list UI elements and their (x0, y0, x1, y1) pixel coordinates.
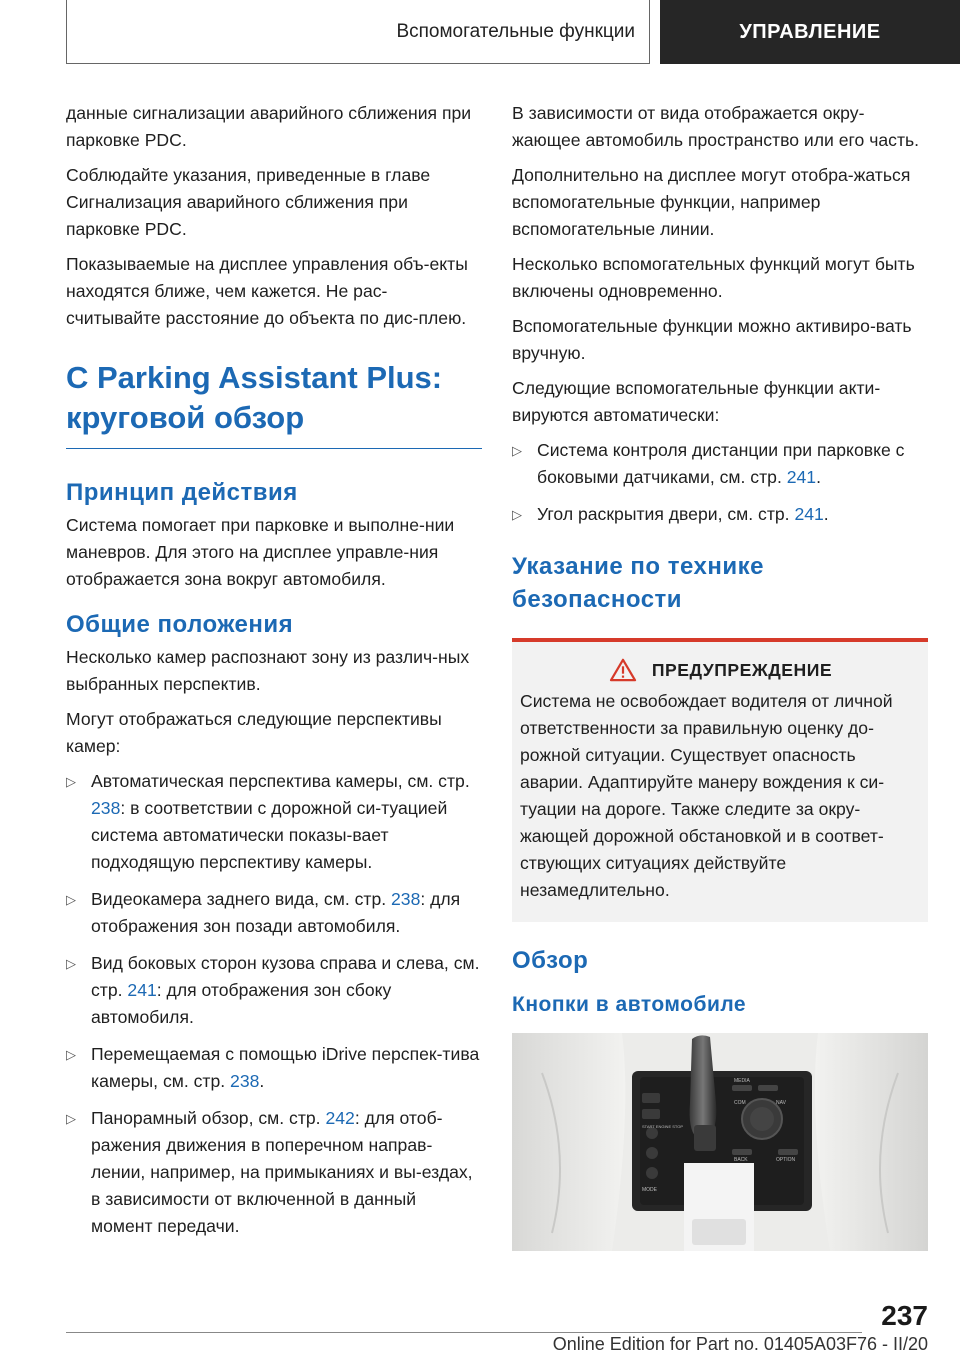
mode-button-label[interactable]: MODE (642, 1187, 657, 1193)
paragraph: В зависимости от вида отображается окру‐жающее автомобиль пространство или его часть. (512, 103, 920, 150)
paragraph: Могут отображаться следующие перспективы камер: (66, 709, 442, 756)
list-item: ▷ Вид боковых сторон кузова справа и слева, см. стр. 241: для отображения зон сбоку автомобиля. (66, 950, 482, 1031)
auto-functions-list (512, 437, 928, 528)
triangle-bullet-icon: ▷ (66, 1047, 76, 1062)
triangle-bullet-icon: ▷ (512, 443, 522, 458)
section-heading: С Parking Assistant Plus: круговой обзор (66, 358, 482, 449)
subheading-general: Общие положения (66, 611, 294, 638)
paragraph: данные сигнализации аварийного сближения при парковке PDC. (66, 103, 472, 150)
com-button-label[interactable]: COM (734, 1100, 746, 1106)
paragraph: Дополнительно на дисплее могут отобра‐жаться вспомогательные функции, например вспомогательные линии. (512, 165, 911, 239)
page-link[interactable]: 241 (127, 980, 157, 1000)
paragraph: Система помогает при парковке и выполне‐нии маневров. Для этого на дисплее управле‐ния отображается зона вокруг автомобиля. (66, 515, 455, 589)
page-link[interactable]: 241 (786, 467, 817, 487)
paragraph: Показываемые на дисплее управления объ‐екты находятся ближе, чем кажется. Не рас‐считывайте расстояние до объекта по дис‐плею. (66, 254, 468, 328)
warning-text: Система не освобождает водителя от личной ответственности за правильную оценку до‐рожной ситуации. Существует опасность аварии. Адаптируйте манеру вождения к си‐туации на дороге. Также следите за окру‐жающей дорожной обстановкой и в соответ‐ствующих ситуациях действуйте незамедлительно. (520, 691, 893, 900)
list-item: ▷ Панорамный обзор, см. стр. 242: для отоб‐ражения движения в поперечном направ‐лении, например, на примыканиях и вы‐ездах, в зависимости от включенной в данный момент передачи. (66, 1105, 482, 1240)
right-column (512, 100, 928, 1251)
list-item: ▷ Система контроля дистанции при парковке с боковыми датчиками, см. стр. 241. (512, 437, 928, 491)
subheading-buttons: Кнопки в автомобиле (512, 993, 747, 1016)
left-column (66, 100, 482, 1250)
page-link[interactable]: 242 (325, 1108, 355, 1128)
perspective-list (66, 768, 482, 1240)
warning-triangle-icon (608, 658, 638, 682)
center-console-photo (512, 1033, 928, 1251)
warning-header (520, 658, 920, 682)
footer-divider (66, 1332, 862, 1333)
paragraph: Следующие вспомогательные функции акти‐вируются автоматически: (512, 378, 881, 425)
section-title: Вспомогательные функции (66, 0, 650, 64)
nav-button-label[interactable]: NAV (776, 1100, 786, 1106)
chapter-tab[interactable]: УПРАВЛЕНИЕ (660, 0, 960, 64)
list-item: ▷ Угол раскрытия двери, см. стр. 241. (512, 501, 928, 528)
subheading-safety: Указание по технике безопасности (512, 553, 764, 613)
warning-box (512, 638, 928, 922)
paragraph: Несколько вспомогательных функций могут быть включены одновременно. (512, 254, 915, 301)
triangle-bullet-icon: ▷ (66, 956, 76, 971)
page-header (66, 0, 960, 64)
page-link[interactable]: 238 (391, 889, 421, 909)
list-item: ▷ Видеокамера заднего вида, см. стр. 238: для отображения зон позади автомобиля. (66, 886, 482, 940)
start-stop-button-label[interactable]: START ENGINE STOP (642, 1124, 684, 1129)
paragraph: Несколько камер распознают зону из различ‐ных выбранных перспектив. (66, 647, 470, 694)
list-item: ▷ Автоматическая перспектива камеры, см. стр. 238: в соответствии с дорожной си‐туацией система автоматически показы‐вает подходящую перспективу камеры. (66, 768, 482, 876)
triangle-bullet-icon: ▷ (66, 892, 76, 907)
subheading-principle: Принцип действия (66, 479, 298, 506)
edition-label: Online Edition for Part no. 01405A03F76 - II/20 (552, 1334, 928, 1354)
page-number: 237 (881, 1300, 928, 1331)
option-button-label[interactable]: OPTION (776, 1157, 796, 1163)
media-button-label[interactable]: MEDIA (734, 1078, 750, 1084)
paragraph: Вспомогательные функции можно активиро‐вать вручную. (512, 316, 912, 363)
warning-title: ПРЕДУПРЕЖДЕНИЕ (651, 659, 833, 680)
triangle-bullet-icon: ▷ (66, 1111, 76, 1126)
list-item: ▷ Перемещаемая с помощью iDrive перспек‐тива камеры, см. стр. 238. (66, 1041, 482, 1095)
page-link[interactable]: 238 (91, 798, 121, 818)
page-link[interactable]: 241 (794, 504, 824, 524)
triangle-bullet-icon: ▷ (512, 507, 522, 522)
page-link[interactable]: 238 (230, 1071, 260, 1091)
subheading-overview: Обзор (512, 947, 589, 974)
paragraph: Соблюдайте указания, приведенные в главе Сигнализация аварийного сближения при парковке PDC. (66, 165, 431, 239)
back-button-label[interactable]: BACK (734, 1157, 748, 1163)
triangle-bullet-icon: ▷ (66, 774, 76, 789)
center-console-illustration (512, 1033, 928, 1251)
